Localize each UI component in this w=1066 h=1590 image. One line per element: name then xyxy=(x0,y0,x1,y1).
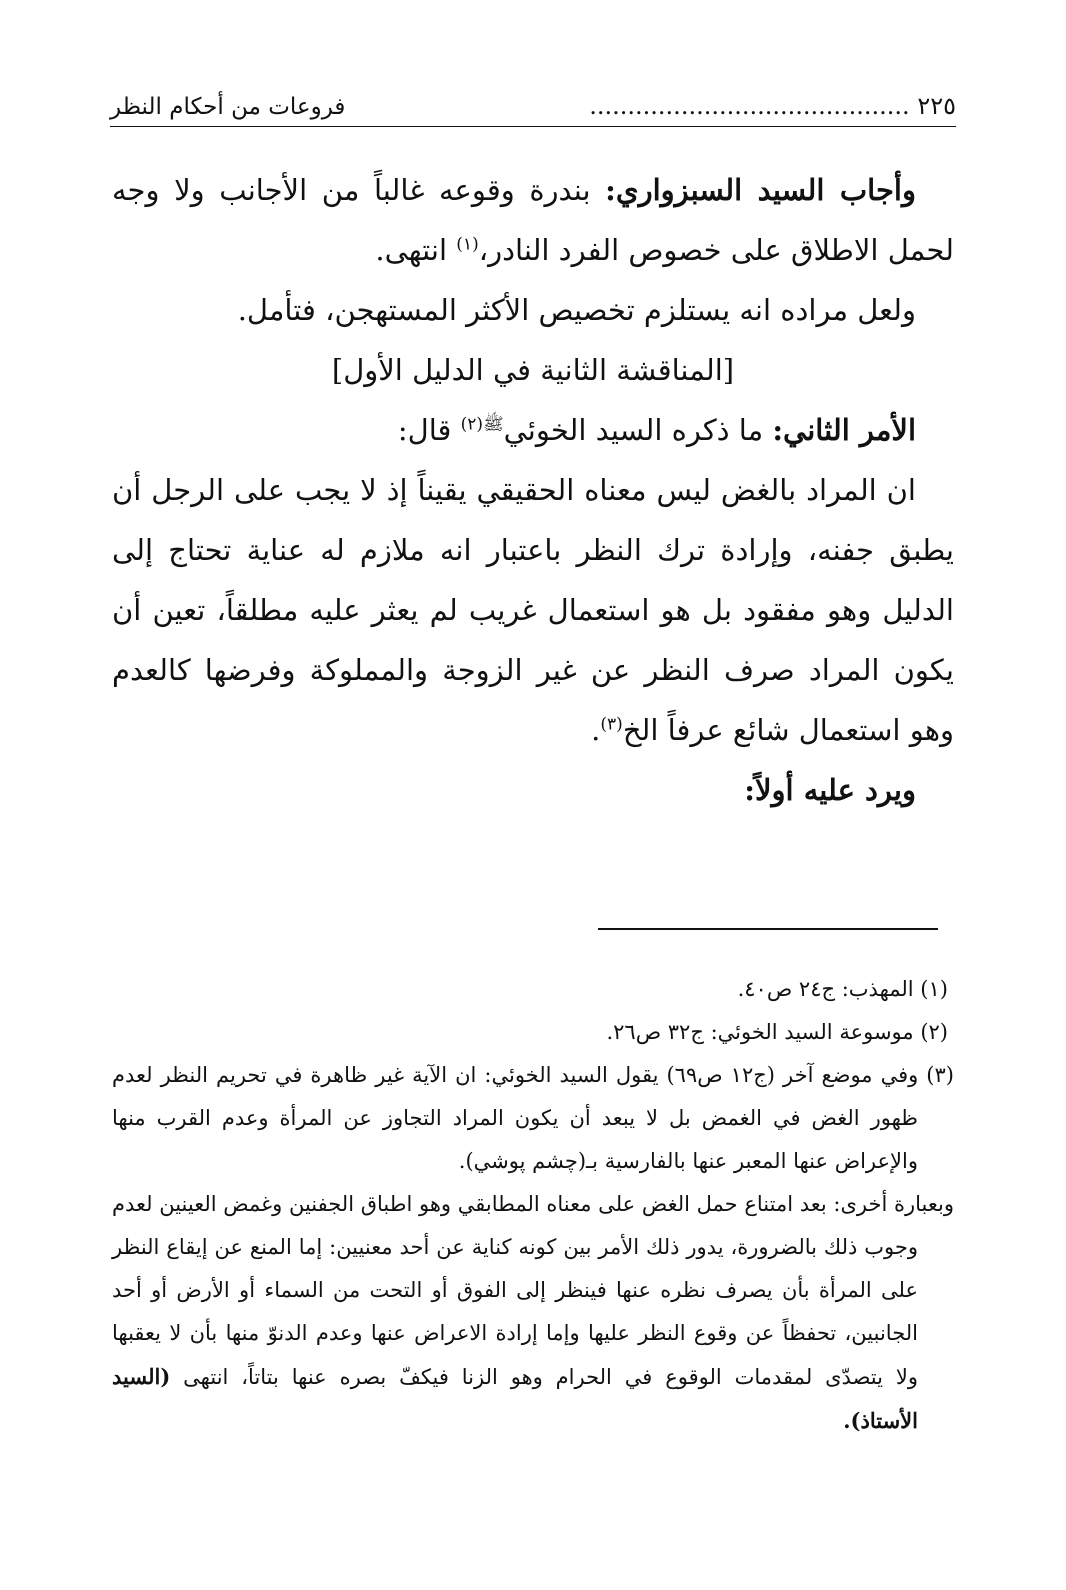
footnote-2: (٢) موسوعة السيد الخوئي: ج٣٢ ص٢٦. xyxy=(606,1020,948,1044)
footnote-ref: (١) xyxy=(456,234,479,255)
honorific-symbol: ﷺ xyxy=(483,414,504,435)
running-title: فروعات من أحكام النظر xyxy=(110,94,346,120)
paragraph-sabzevari: وأجاب السيد السبزواري: بندرة وقوعه غالباً من الأجانب ولا وجه لحمل الاطلاق على خصوص الفرد النادر،$^{(١)}$ انتهى. xyxy=(112,173,954,267)
footnote-3-continuation: وبعبارة أخرى: بعد امتناع حمل الغض على معناه المطابقي وهو اطباق الجفنين وغمض العينين لعدم وجوب ذلك بالضرورة، يدور ذلك الأمر بين كونه كناية عن أحد معنيين: إما المنع عن إيقاع النظر على المرأة بأن يصرف نظره عنها فينظر إلى الفوق أو التحت من السماء أو الأرض أو أحد الجانبين، تحفظاً عن وقوع النظر عليها وإما إرادة الاعراض عنها وعدم الدنوّ منها بأن لا يعقبها ولا يتصدّى لمقدمات الوقوع في الحرام وهو الزنا فيكفّ بصره عنها بتاتاً، انتهى (السيد الأستاذ). xyxy=(112,1192,954,1433)
footnote-3: (٣) وفي موضع آخر (ج١٢ ص٦٩) يقول السيد الخوئي: ان الآية غير ظاهرة في تحريم النظر لعدم ظهور الغض في الغمض بل لا يبعد أن يكون المراد التجاوز عن المرأة وعدم القرب منها والإعراض عنها المعبر عنها بالفارسية بـ(چشم پوشي). xyxy=(112,1063,954,1173)
page-number: ٢٢٥ .......................................... xyxy=(589,92,956,120)
main-text xyxy=(112,160,954,820)
matter-label: الأمر الثاني: xyxy=(772,413,916,447)
footnote-separator xyxy=(598,928,938,930)
paragraph-second-matter: الأمر الثاني: ما ذكره السيد الخوئي$^{ﷺ(٢)}$ قال: xyxy=(397,413,916,447)
footnote-ref: (٣) xyxy=(600,714,623,735)
footnotes xyxy=(112,968,954,1443)
section-heading: [المناقشة الثانية في الدليل الأول] xyxy=(331,353,735,387)
footnote-ref: (٢) xyxy=(460,414,484,435)
paragraph-quote: ان المراد بالغض ليس معناه الحقيقي يقيناً إذ لا يجب على الرجل أن يطبق جفنه، وإرادة ترك النظر باعتبار انه ملازم له عناية تحتاج إلى الدليل وهو مفقود بل هو استعمال غريب لم يعثر عليه مطلقاً، تعين أن يكون المراد صرف النظر عن غير الزوجة والمملوكة وفرضها كالعدم وهو استعمال شائع عرفاً الخ$^{(٣)}$. xyxy=(112,473,954,747)
footnote-1: (١) المهذب: ج٢٤ ص٤٠. xyxy=(737,977,948,1001)
footnote-attribution: (السيد الأستاذ). xyxy=(112,1364,918,1433)
page-header xyxy=(110,80,956,127)
speaker-label: وأجاب السيد السبزواري: xyxy=(605,173,916,207)
paragraph-comment: ولعل مراده انه يستلزم تخصيص الأكثر المستهجن، فتأمل. xyxy=(237,293,916,327)
leader-dots: .......................................... xyxy=(589,92,910,120)
paragraph-objection: ويرد عليه أولاً: xyxy=(744,773,916,807)
